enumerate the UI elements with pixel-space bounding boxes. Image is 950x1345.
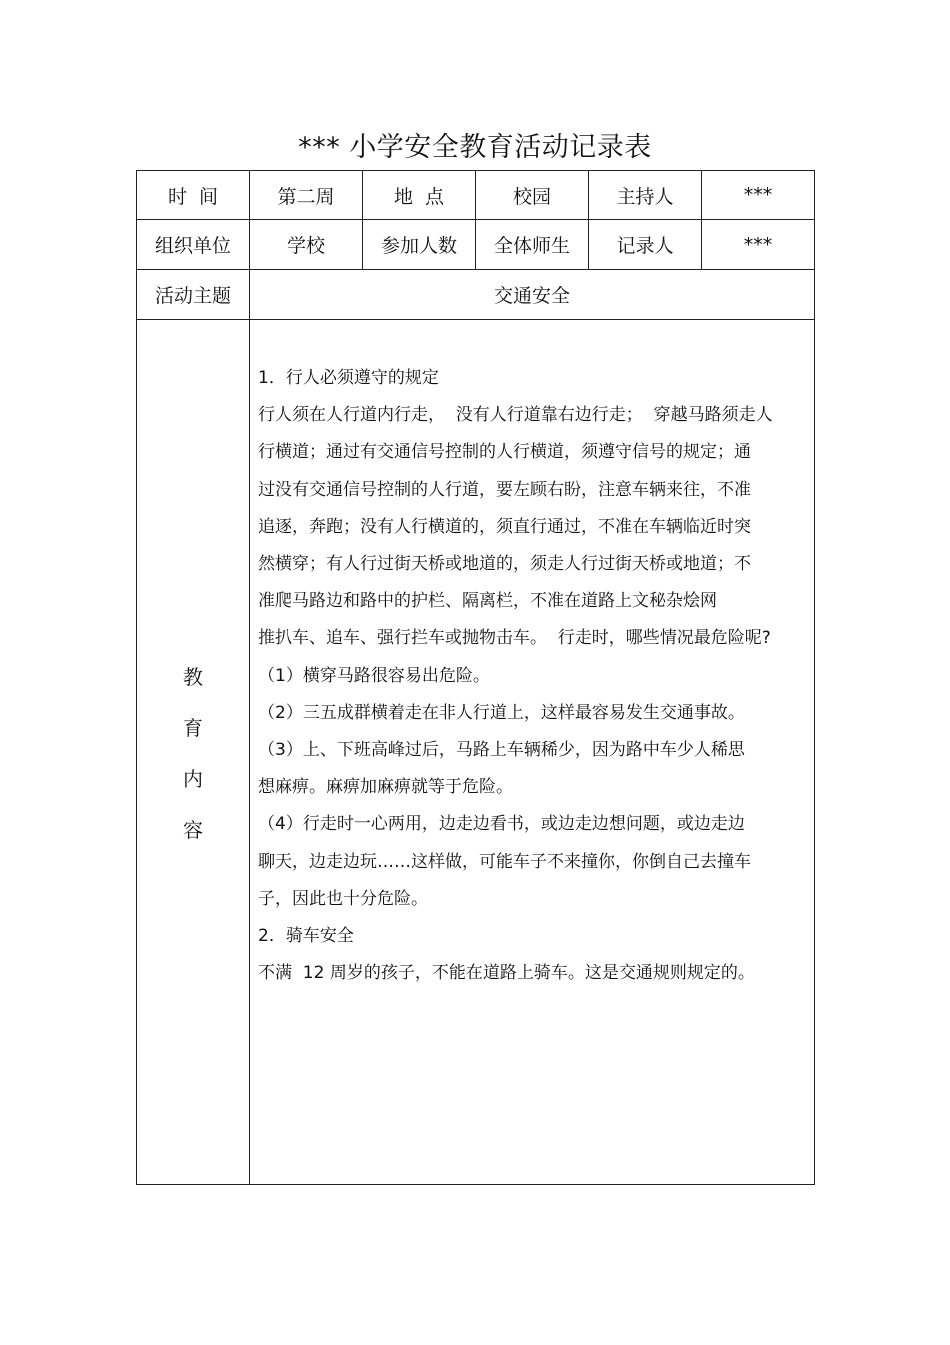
- content-label: [137, 661, 249, 843]
- content-line: 1．行人必须遵守的规定: [258, 368, 439, 388]
- table-row-theme: [137, 270, 815, 320]
- place-value: 校园: [476, 171, 589, 220]
- theme-label: 活动主题: [137, 270, 250, 320]
- content-line: 想麻痹。麻痹加麻痹就等于危险。: [258, 777, 513, 798]
- content-cell: [250, 320, 815, 1185]
- content-line: 过没有交通信号控制的人行道，要左顾右盼，注意车辆来往，不准: [258, 479, 751, 500]
- page-title: *** 小学安全教育活动记录表: [298, 132, 652, 163]
- content-line: （4）行走时一心两用，边走边看书，或边走边想问题，或边走边: [258, 814, 745, 835]
- host-label: 主持人: [589, 171, 702, 220]
- education-content: [250, 320, 814, 992]
- recorder-value: ***: [702, 220, 815, 270]
- content-line: 聊天，边走边玩……这样做，可能车子不来撞你，你倒自己去撞车: [258, 851, 751, 872]
- content-label-cell: [137, 320, 250, 1185]
- org-value: 学校: [250, 220, 363, 270]
- theme-value: 交通安全: [250, 270, 815, 320]
- org-label: 组织单位: [137, 220, 250, 270]
- content-line: 然横穿；有人行过街天桥或地道的，须走人行过街天桥或地道；不: [258, 554, 751, 575]
- content-line: （3）上、下班高峰过后，马路上车辆稀少，因为路中车少人稀思: [258, 740, 745, 761]
- content-line: 行横道；通过有交通信号控制的人行横道，须遵守信号的规定；通: [258, 442, 751, 463]
- time-label: 时 间: [137, 171, 250, 220]
- content-label-char: 容: [183, 818, 203, 842]
- content-line: 不满 12 周岁的孩子，不能在道路上骑车。这是交通规则规定的。: [258, 963, 755, 984]
- content-line: 准爬马路边和路中的护栏、隔离栏，不准在道路上文秘杂烩网: [258, 591, 717, 612]
- recorder-label: 记录人: [589, 220, 702, 270]
- content-line: 子，因此也十分危险。: [258, 888, 428, 909]
- count-label: 参加人数: [363, 220, 476, 270]
- place-label: 地 点: [363, 171, 476, 220]
- content-label-char: 内: [183, 767, 203, 791]
- content-label-char: 育: [183, 716, 203, 740]
- host-value: ***: [702, 171, 815, 220]
- count-value: 全体师生: [476, 220, 589, 270]
- content-line: （1）横穿马路很容易出危险。: [258, 665, 490, 686]
- table-row-content: [137, 320, 815, 1185]
- time-value: 第二周: [250, 171, 363, 220]
- table-row-org-count-recorder: [137, 220, 815, 270]
- content-line: （2）三五成群横着走在非人行道上，这样最容易发生交通事故。: [258, 702, 745, 723]
- content-label-char: 教: [183, 665, 203, 689]
- content-line: 推扒车、追车、强行拦车或抛物击车。 行走时，哪些情况最危险呢?: [258, 628, 771, 649]
- activity-record-table: [136, 170, 815, 1185]
- table-row-time-place-host: [137, 171, 815, 220]
- content-line: 行人须在人行道内行走， 没有人行道靠右边行走； 穿越马路须走人: [258, 405, 773, 426]
- content-line: 追逐，奔跑；没有人行横道的，须直行通过，不准在车辆临近时突: [258, 516, 751, 537]
- content-line: 2．骑车安全: [258, 926, 354, 947]
